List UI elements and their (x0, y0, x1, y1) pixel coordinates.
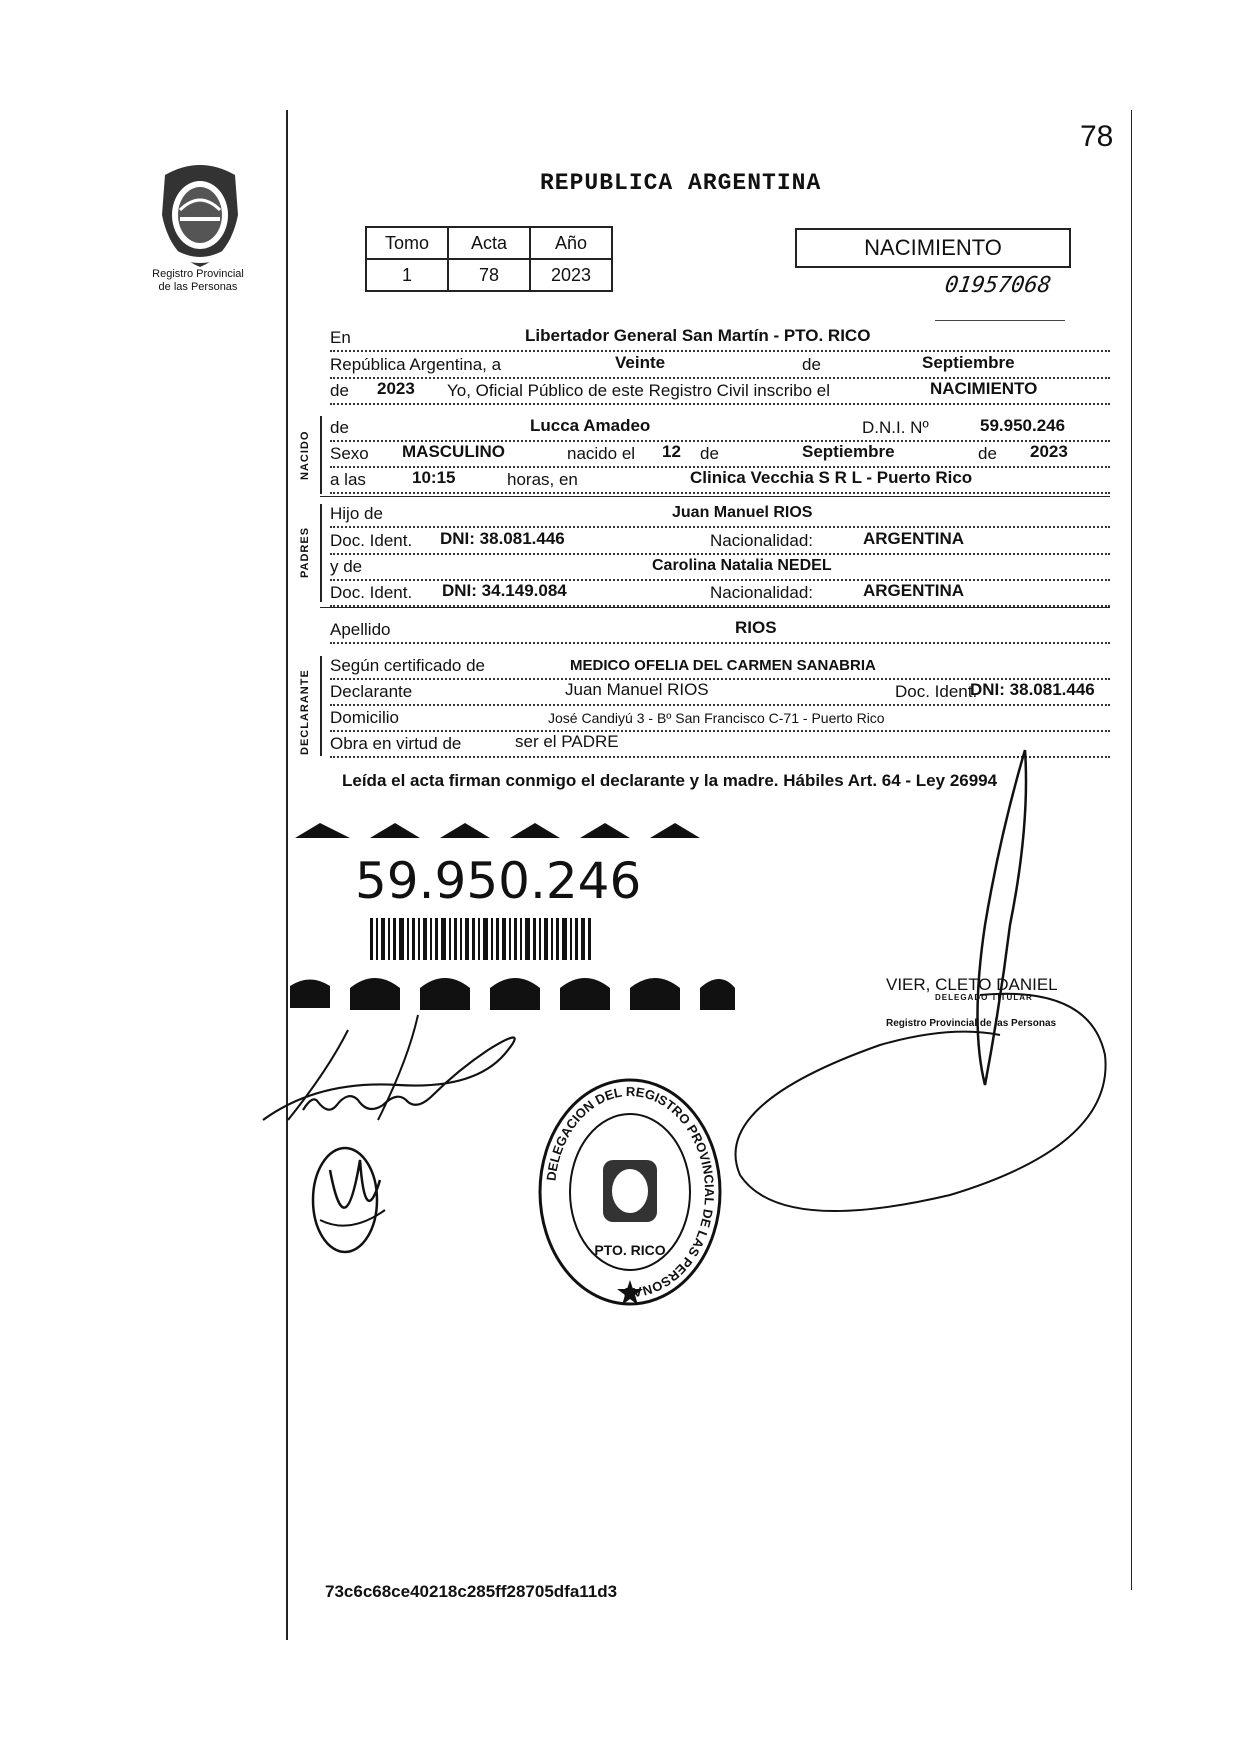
row-oficial (330, 373, 1110, 405)
document-title: REPUBLICA ARGENTINA (540, 170, 822, 196)
declarante-value: Juan Manuel RIOS (565, 680, 709, 699)
a-las-label: a las (330, 470, 366, 489)
nacido-nombre: Lucca Amadeo (530, 416, 651, 435)
nacido-de-label: de (330, 418, 349, 437)
padre-doc: DNI: 38.081.446 (440, 529, 565, 548)
acta-value: 78 (448, 259, 530, 291)
official-name: VIER, CLETO DANIEL (886, 975, 1058, 994)
declarante-label: Declarante (330, 682, 413, 701)
padre-nac: ARGENTINA (863, 529, 965, 548)
nacido-anio: 2023 (1030, 442, 1068, 461)
nacido-side-label: NACIDO (299, 430, 311, 480)
left-margin-line (286, 110, 288, 1640)
lugar-registro: Libertador General San Martín - PTO. RICO (525, 326, 871, 345)
nacido-lugar: Clinica Vecchia S R L - Puerto Rico (690, 468, 973, 487)
declarante-side-label: DECLARANTE (299, 669, 311, 755)
acta-header: Acta (448, 227, 530, 259)
hijo-de-label: Hijo de (330, 504, 383, 523)
apellido-label: Apellido (330, 620, 391, 639)
nacido-sexo: MASCULINO (402, 442, 505, 461)
y-de-label: y de (330, 557, 363, 576)
official-title: DELEGADO TITULAR (935, 993, 1033, 1002)
anio-value: 2023 (530, 259, 612, 291)
oficial-text: Yo, Oficial Público de este Registro Civil inscribo el (447, 381, 830, 400)
tomo-value: 1 (366, 259, 448, 291)
republica-label: República Argentina, a (330, 355, 502, 374)
registry-label: Registro Provincial de las Personas (152, 268, 244, 293)
padre-nac-label: Nacionalidad: (710, 531, 814, 550)
domicilio-value: José Candiyú 3 - Bº San Francisco C-71 - Puerto Rico (548, 710, 885, 726)
obra-label: Obra en virtud de (330, 734, 462, 753)
nacido-de-label-1: de (700, 444, 719, 463)
padre-doc-label: Doc. Ident. (330, 531, 413, 550)
nacido-de-label-2: de (978, 444, 997, 463)
nacido-hora: 10:15 (412, 468, 456, 487)
domicilio-label: Domicilio (330, 708, 399, 727)
barcode-icon (370, 918, 595, 960)
registro-acto: NACIMIENTO (930, 379, 1038, 398)
nacido-el-label: nacido el (567, 444, 636, 463)
row-hora (330, 462, 1110, 494)
registro-mes: Septiembre (922, 353, 1015, 372)
nacido-dni: 59.950.246 (980, 416, 1066, 435)
apellido-value: RIOS (735, 618, 777, 637)
registro-anio: 2023 (377, 379, 415, 398)
row-madre-doc (330, 575, 1110, 607)
de-label-2: de (330, 381, 349, 400)
madre-doc: DNI: 34.149.084 (442, 581, 567, 600)
official-org: Registro Provincial de las Personas (886, 1018, 1057, 1029)
nacido-dia: 12 (662, 442, 681, 461)
dni-label: D.N.I. Nº (862, 418, 929, 437)
madre-nac-label: Nacionalidad: (710, 583, 814, 602)
madre-nac: ARGENTINA (863, 581, 965, 600)
madre-nombre: Carolina Natalia NEDEL (652, 557, 832, 574)
serial-number: 01957068 (943, 273, 1053, 298)
dni-stamp-number: 59.950.246 (355, 852, 642, 910)
de-label-1: de (802, 355, 821, 374)
declarante-doc-label: Doc. Ident. (895, 682, 978, 701)
mother-signature (305, 1140, 405, 1260)
nacido-mes: Septiembre (802, 442, 895, 461)
tomo-header: Tomo (366, 227, 448, 259)
declarante-doc: DNI: 38.081.446 (970, 680, 1095, 699)
province-emblem-icon (150, 155, 250, 270)
acta-table (365, 226, 613, 292)
certificado-value: MEDICO OFELIA DEL CARMEN SANABRIA (570, 657, 876, 674)
padre-nombre: Juan Manuel RIOS (672, 504, 813, 521)
obra-value: ser el PADRE (515, 732, 619, 751)
registro-dia: Veinte (615, 353, 666, 372)
declarant-signature (258, 1010, 538, 1135)
certificado-label: Según certificado de (330, 656, 485, 675)
document-hash: 73c6c68ce40218c285ff28705dfa11d3 (325, 1582, 618, 1601)
en-label: En (330, 328, 351, 347)
padres-side-label: PADRES (299, 526, 311, 578)
act-type-box: NACIMIENTO (795, 228, 1071, 268)
official-signature (700, 745, 1120, 1265)
page-number: 78 (1080, 120, 1114, 153)
official-seal (535, 1075, 725, 1310)
padres-divider (320, 607, 1110, 608)
madre-doc-label: Doc. Ident. (330, 583, 413, 602)
row-apellido (330, 612, 1110, 644)
seal-town: PTO. RICO (594, 1242, 666, 1258)
closing-text: Leída el acta firman conmigo el declarante y la madre. Hábiles Art. 64 - Ley 26994 (342, 771, 998, 790)
seal-ring-text: DELEGACION DEL REGISTRO PROVINCIAL DE LAS PERSONAS (543, 1083, 718, 1301)
right-margin-line (1131, 110, 1132, 1590)
anio-header: Año (530, 227, 612, 259)
sexo-label: Sexo (330, 444, 369, 463)
horas-en-label: horas, en (507, 470, 578, 489)
